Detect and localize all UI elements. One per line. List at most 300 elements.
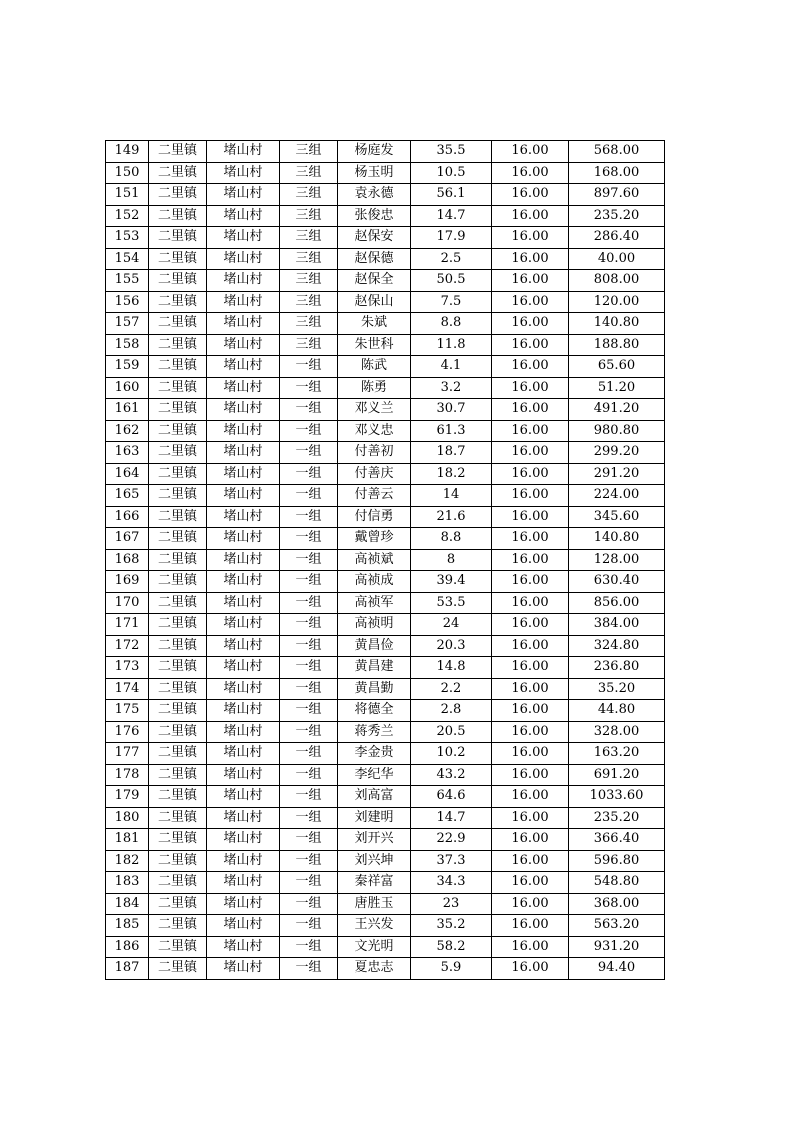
row-number-cell: 167 xyxy=(106,528,149,550)
row-number-cell: 173 xyxy=(106,657,149,679)
unit-price-cell: 16.00 xyxy=(492,162,569,184)
name-cell: 付善庆 xyxy=(338,463,411,485)
amount-cell: 568.00 xyxy=(569,141,665,163)
unit-price-cell: 16.00 xyxy=(492,442,569,464)
quantity-cell: 34.3 xyxy=(411,872,492,894)
quantity-cell: 58.2 xyxy=(411,936,492,958)
quantity-cell: 18.7 xyxy=(411,442,492,464)
name-cell: 赵保山 xyxy=(338,291,411,313)
table-row xyxy=(106,313,665,335)
town-cell: 二里镇 xyxy=(149,420,207,442)
amount-cell: 128.00 xyxy=(569,549,665,571)
unit-price-cell: 16.00 xyxy=(492,205,569,227)
row-number-cell: 187 xyxy=(106,958,149,980)
unit-price-cell: 16.00 xyxy=(492,614,569,636)
row-number-cell: 172 xyxy=(106,635,149,657)
row-number-cell: 185 xyxy=(106,915,149,937)
row-number-cell: 158 xyxy=(106,334,149,356)
quantity-cell: 14 xyxy=(411,485,492,507)
quantity-cell: 43.2 xyxy=(411,764,492,786)
village-cell: 堵山村 xyxy=(207,678,280,700)
table-row xyxy=(106,872,665,894)
quantity-cell: 50.5 xyxy=(411,270,492,292)
name-cell: 袁永德 xyxy=(338,184,411,206)
quantity-cell: 30.7 xyxy=(411,399,492,421)
town-cell: 二里镇 xyxy=(149,850,207,872)
unit-price-cell: 16.00 xyxy=(492,141,569,163)
row-number-cell: 184 xyxy=(106,893,149,915)
quantity-cell: 17.9 xyxy=(411,227,492,249)
unit-price-cell: 16.00 xyxy=(492,764,569,786)
quantity-cell: 2.8 xyxy=(411,700,492,722)
village-cell: 堵山村 xyxy=(207,270,280,292)
group-cell: 一组 xyxy=(280,485,338,507)
name-cell: 李纪华 xyxy=(338,764,411,786)
table-row xyxy=(106,248,665,270)
village-cell: 堵山村 xyxy=(207,807,280,829)
name-cell: 赵保安 xyxy=(338,227,411,249)
village-cell: 堵山村 xyxy=(207,786,280,808)
village-cell: 堵山村 xyxy=(207,657,280,679)
amount-cell: 980.80 xyxy=(569,420,665,442)
village-cell: 堵山村 xyxy=(207,614,280,636)
row-number-cell: 169 xyxy=(106,571,149,593)
quantity-cell: 21.6 xyxy=(411,506,492,528)
amount-cell: 140.80 xyxy=(569,528,665,550)
name-cell: 戴曾珍 xyxy=(338,528,411,550)
table-row xyxy=(106,291,665,313)
town-cell: 二里镇 xyxy=(149,678,207,700)
row-number-cell: 150 xyxy=(106,162,149,184)
amount-cell: 35.20 xyxy=(569,678,665,700)
name-cell: 刘建明 xyxy=(338,807,411,829)
row-number-cell: 168 xyxy=(106,549,149,571)
town-cell: 二里镇 xyxy=(149,915,207,937)
row-number-cell: 166 xyxy=(106,506,149,528)
town-cell: 二里镇 xyxy=(149,786,207,808)
group-cell: 一组 xyxy=(280,614,338,636)
amount-cell: 328.00 xyxy=(569,721,665,743)
name-cell: 高祯明 xyxy=(338,614,411,636)
name-cell: 将德全 xyxy=(338,700,411,722)
table-row xyxy=(106,442,665,464)
unit-price-cell: 16.00 xyxy=(492,334,569,356)
amount-cell: 931.20 xyxy=(569,936,665,958)
town-cell: 二里镇 xyxy=(149,162,207,184)
amount-cell: 188.80 xyxy=(569,334,665,356)
group-cell: 一组 xyxy=(280,463,338,485)
name-cell: 夏忠志 xyxy=(338,958,411,980)
row-number-cell: 180 xyxy=(106,807,149,829)
group-cell: 三组 xyxy=(280,270,338,292)
quantity-cell: 64.6 xyxy=(411,786,492,808)
town-cell: 二里镇 xyxy=(149,893,207,915)
name-cell: 张俊忠 xyxy=(338,205,411,227)
table-row xyxy=(106,141,665,163)
amount-cell: 168.00 xyxy=(569,162,665,184)
table-row xyxy=(106,764,665,786)
table-row xyxy=(106,592,665,614)
unit-price-cell: 16.00 xyxy=(492,829,569,851)
group-cell: 一组 xyxy=(280,442,338,464)
row-number-cell: 162 xyxy=(106,420,149,442)
group-cell: 一组 xyxy=(280,657,338,679)
village-cell: 堵山村 xyxy=(207,592,280,614)
group-cell: 三组 xyxy=(280,184,338,206)
name-cell: 刘开兴 xyxy=(338,829,411,851)
town-cell: 二里镇 xyxy=(149,958,207,980)
amount-cell: 366.40 xyxy=(569,829,665,851)
village-cell: 堵山村 xyxy=(207,721,280,743)
table-row xyxy=(106,399,665,421)
unit-price-cell: 16.00 xyxy=(492,463,569,485)
group-cell: 一组 xyxy=(280,356,338,378)
unit-price-cell: 16.00 xyxy=(492,657,569,679)
name-cell: 付善云 xyxy=(338,485,411,507)
table-row xyxy=(106,334,665,356)
village-cell: 堵山村 xyxy=(207,162,280,184)
town-cell: 二里镇 xyxy=(149,442,207,464)
name-cell: 文光明 xyxy=(338,936,411,958)
name-cell: 陈勇 xyxy=(338,377,411,399)
group-cell: 一组 xyxy=(280,743,338,765)
name-cell: 唐胜玉 xyxy=(338,893,411,915)
group-cell: 一组 xyxy=(280,420,338,442)
unit-price-cell: 16.00 xyxy=(492,571,569,593)
town-cell: 二里镇 xyxy=(149,614,207,636)
unit-price-cell: 16.00 xyxy=(492,313,569,335)
unit-price-cell: 16.00 xyxy=(492,807,569,829)
group-cell: 一组 xyxy=(280,958,338,980)
quantity-cell: 7.5 xyxy=(411,291,492,313)
town-cell: 二里镇 xyxy=(149,592,207,614)
town-cell: 二里镇 xyxy=(149,463,207,485)
quantity-cell: 53.5 xyxy=(411,592,492,614)
quantity-cell: 61.3 xyxy=(411,420,492,442)
group-cell: 一组 xyxy=(280,549,338,571)
village-cell: 堵山村 xyxy=(207,356,280,378)
town-cell: 二里镇 xyxy=(149,227,207,249)
unit-price-cell: 16.00 xyxy=(492,850,569,872)
table-row xyxy=(106,700,665,722)
village-cell: 堵山村 xyxy=(207,571,280,593)
quantity-cell: 5.9 xyxy=(411,958,492,980)
village-cell: 堵山村 xyxy=(207,958,280,980)
table-row xyxy=(106,936,665,958)
group-cell: 三组 xyxy=(280,313,338,335)
amount-cell: 235.20 xyxy=(569,807,665,829)
table-row xyxy=(106,356,665,378)
table-body xyxy=(106,141,665,980)
table-row xyxy=(106,657,665,679)
village-cell: 堵山村 xyxy=(207,915,280,937)
table-row xyxy=(106,184,665,206)
town-cell: 二里镇 xyxy=(149,743,207,765)
table-row xyxy=(106,678,665,700)
name-cell: 杨庭发 xyxy=(338,141,411,163)
village-cell: 堵山村 xyxy=(207,549,280,571)
amount-cell: 491.20 xyxy=(569,399,665,421)
group-cell: 一组 xyxy=(280,915,338,937)
town-cell: 二里镇 xyxy=(149,205,207,227)
quantity-cell: 18.2 xyxy=(411,463,492,485)
village-cell: 堵山村 xyxy=(207,829,280,851)
group-cell: 一组 xyxy=(280,850,338,872)
row-number-cell: 153 xyxy=(106,227,149,249)
group-cell: 三组 xyxy=(280,162,338,184)
amount-cell: 224.00 xyxy=(569,485,665,507)
name-cell: 赵保德 xyxy=(338,248,411,270)
name-cell: 付信勇 xyxy=(338,506,411,528)
unit-price-cell: 16.00 xyxy=(492,549,569,571)
town-cell: 二里镇 xyxy=(149,829,207,851)
name-cell: 刘兴坤 xyxy=(338,850,411,872)
group-cell: 一组 xyxy=(280,399,338,421)
quantity-cell: 24 xyxy=(411,614,492,636)
unit-price-cell: 16.00 xyxy=(492,700,569,722)
quantity-cell: 14.7 xyxy=(411,205,492,227)
unit-price-cell: 16.00 xyxy=(492,635,569,657)
amount-cell: 856.00 xyxy=(569,592,665,614)
village-cell: 堵山村 xyxy=(207,700,280,722)
unit-price-cell: 16.00 xyxy=(492,528,569,550)
amount-cell: 40.00 xyxy=(569,248,665,270)
amount-cell: 897.60 xyxy=(569,184,665,206)
village-cell: 堵山村 xyxy=(207,205,280,227)
table-row xyxy=(106,571,665,593)
town-cell: 二里镇 xyxy=(149,485,207,507)
unit-price-cell: 16.00 xyxy=(492,270,569,292)
quantity-cell: 10.2 xyxy=(411,743,492,765)
village-cell: 堵山村 xyxy=(207,635,280,657)
table-row xyxy=(106,205,665,227)
unit-price-cell: 16.00 xyxy=(492,399,569,421)
unit-price-cell: 16.00 xyxy=(492,915,569,937)
name-cell: 黄昌勤 xyxy=(338,678,411,700)
group-cell: 一组 xyxy=(280,893,338,915)
row-number-cell: 182 xyxy=(106,850,149,872)
amount-cell: 808.00 xyxy=(569,270,665,292)
unit-price-cell: 16.00 xyxy=(492,592,569,614)
town-cell: 二里镇 xyxy=(149,248,207,270)
name-cell: 高祯军 xyxy=(338,592,411,614)
unit-price-cell: 16.00 xyxy=(492,936,569,958)
unit-price-cell: 16.00 xyxy=(492,743,569,765)
unit-price-cell: 16.00 xyxy=(492,872,569,894)
group-cell: 三组 xyxy=(280,248,338,270)
table-row xyxy=(106,635,665,657)
amount-cell: 140.80 xyxy=(569,313,665,335)
town-cell: 二里镇 xyxy=(149,334,207,356)
village-cell: 堵山村 xyxy=(207,399,280,421)
row-number-cell: 171 xyxy=(106,614,149,636)
quantity-cell: 22.9 xyxy=(411,829,492,851)
village-cell: 堵山村 xyxy=(207,872,280,894)
town-cell: 二里镇 xyxy=(149,807,207,829)
town-cell: 二里镇 xyxy=(149,184,207,206)
village-cell: 堵山村 xyxy=(207,334,280,356)
row-number-cell: 170 xyxy=(106,592,149,614)
amount-cell: 235.20 xyxy=(569,205,665,227)
name-cell: 黄昌俭 xyxy=(338,635,411,657)
village-cell: 堵山村 xyxy=(207,291,280,313)
row-number-cell: 164 xyxy=(106,463,149,485)
row-number-cell: 156 xyxy=(106,291,149,313)
village-cell: 堵山村 xyxy=(207,420,280,442)
row-number-cell: 174 xyxy=(106,678,149,700)
group-cell: 三组 xyxy=(280,205,338,227)
name-cell: 付善初 xyxy=(338,442,411,464)
row-number-cell: 157 xyxy=(106,313,149,335)
group-cell: 三组 xyxy=(280,141,338,163)
unit-price-cell: 16.00 xyxy=(492,248,569,270)
village-cell: 堵山村 xyxy=(207,936,280,958)
name-cell: 陈武 xyxy=(338,356,411,378)
amount-cell: 1033.60 xyxy=(569,786,665,808)
table-row xyxy=(106,958,665,980)
village-cell: 堵山村 xyxy=(207,227,280,249)
name-cell: 邓义忠 xyxy=(338,420,411,442)
row-number-cell: 179 xyxy=(106,786,149,808)
village-cell: 堵山村 xyxy=(207,184,280,206)
amount-cell: 94.40 xyxy=(569,958,665,980)
table-row xyxy=(106,528,665,550)
unit-price-cell: 16.00 xyxy=(492,227,569,249)
name-cell: 李金贵 xyxy=(338,743,411,765)
town-cell: 二里镇 xyxy=(149,764,207,786)
amount-cell: 163.20 xyxy=(569,743,665,765)
group-cell: 一组 xyxy=(280,721,338,743)
village-cell: 堵山村 xyxy=(207,893,280,915)
row-number-cell: 181 xyxy=(106,829,149,851)
town-cell: 二里镇 xyxy=(149,721,207,743)
row-number-cell: 155 xyxy=(106,270,149,292)
table-row xyxy=(106,162,665,184)
village-cell: 堵山村 xyxy=(207,141,280,163)
group-cell: 一组 xyxy=(280,936,338,958)
row-number-cell: 183 xyxy=(106,872,149,894)
amount-cell: 630.40 xyxy=(569,571,665,593)
quantity-cell: 56.1 xyxy=(411,184,492,206)
unit-price-cell: 16.00 xyxy=(492,291,569,313)
unit-price-cell: 16.00 xyxy=(492,184,569,206)
quantity-cell: 8.8 xyxy=(411,528,492,550)
village-cell: 堵山村 xyxy=(207,463,280,485)
town-cell: 二里镇 xyxy=(149,657,207,679)
amount-cell: 324.80 xyxy=(569,635,665,657)
quantity-cell: 3.2 xyxy=(411,377,492,399)
group-cell: 一组 xyxy=(280,635,338,657)
quantity-cell: 39.4 xyxy=(411,571,492,593)
unit-price-cell: 16.00 xyxy=(492,893,569,915)
village-cell: 堵山村 xyxy=(207,485,280,507)
table-row xyxy=(106,614,665,636)
village-cell: 堵山村 xyxy=(207,442,280,464)
table-row xyxy=(106,506,665,528)
quantity-cell: 20.5 xyxy=(411,721,492,743)
group-cell: 三组 xyxy=(280,291,338,313)
group-cell: 三组 xyxy=(280,334,338,356)
quantity-cell: 2.5 xyxy=(411,248,492,270)
row-number-cell: 165 xyxy=(106,485,149,507)
town-cell: 二里镇 xyxy=(149,936,207,958)
row-number-cell: 163 xyxy=(106,442,149,464)
table-row xyxy=(106,743,665,765)
quantity-cell: 2.2 xyxy=(411,678,492,700)
table-row xyxy=(106,549,665,571)
village-cell: 堵山村 xyxy=(207,313,280,335)
name-cell: 王兴发 xyxy=(338,915,411,937)
amount-cell: 120.00 xyxy=(569,291,665,313)
group-cell: 一组 xyxy=(280,571,338,593)
quantity-cell: 35.5 xyxy=(411,141,492,163)
name-cell: 杨玉明 xyxy=(338,162,411,184)
name-cell: 秦祥富 xyxy=(338,872,411,894)
row-number-cell: 178 xyxy=(106,764,149,786)
row-number-cell: 177 xyxy=(106,743,149,765)
village-cell: 堵山村 xyxy=(207,506,280,528)
table-row xyxy=(106,270,665,292)
village-cell: 堵山村 xyxy=(207,764,280,786)
town-cell: 二里镇 xyxy=(149,356,207,378)
table-row xyxy=(106,850,665,872)
table-row xyxy=(106,807,665,829)
amount-cell: 286.40 xyxy=(569,227,665,249)
town-cell: 二里镇 xyxy=(149,377,207,399)
village-cell: 堵山村 xyxy=(207,377,280,399)
amount-cell: 51.20 xyxy=(569,377,665,399)
row-number-cell: 186 xyxy=(106,936,149,958)
unit-price-cell: 16.00 xyxy=(492,678,569,700)
amount-cell: 291.20 xyxy=(569,463,665,485)
group-cell: 一组 xyxy=(280,678,338,700)
town-cell: 二里镇 xyxy=(149,549,207,571)
quantity-cell: 23 xyxy=(411,893,492,915)
table-row xyxy=(106,893,665,915)
name-cell: 邓义兰 xyxy=(338,399,411,421)
table-row xyxy=(106,420,665,442)
row-number-cell: 160 xyxy=(106,377,149,399)
unit-price-cell: 16.00 xyxy=(492,721,569,743)
table-row xyxy=(106,829,665,851)
amount-cell: 596.80 xyxy=(569,850,665,872)
quantity-cell: 14.7 xyxy=(411,807,492,829)
amount-cell: 236.80 xyxy=(569,657,665,679)
amount-cell: 44.80 xyxy=(569,700,665,722)
group-cell: 一组 xyxy=(280,872,338,894)
quantity-cell: 35.2 xyxy=(411,915,492,937)
unit-price-cell: 16.00 xyxy=(492,506,569,528)
town-cell: 二里镇 xyxy=(149,313,207,335)
group-cell: 一组 xyxy=(280,829,338,851)
table-row xyxy=(106,721,665,743)
group-cell: 一组 xyxy=(280,786,338,808)
group-cell: 一组 xyxy=(280,700,338,722)
quantity-cell: 8 xyxy=(411,549,492,571)
unit-price-cell: 16.00 xyxy=(492,958,569,980)
row-number-cell: 161 xyxy=(106,399,149,421)
name-cell: 刘高富 xyxy=(338,786,411,808)
town-cell: 二里镇 xyxy=(149,141,207,163)
name-cell: 高祯成 xyxy=(338,571,411,593)
village-cell: 堵山村 xyxy=(207,743,280,765)
unit-price-cell: 16.00 xyxy=(492,377,569,399)
name-cell: 高祯斌 xyxy=(338,549,411,571)
table-row xyxy=(106,377,665,399)
group-cell: 一组 xyxy=(280,592,338,614)
name-cell: 黄昌建 xyxy=(338,657,411,679)
group-cell: 一组 xyxy=(280,764,338,786)
